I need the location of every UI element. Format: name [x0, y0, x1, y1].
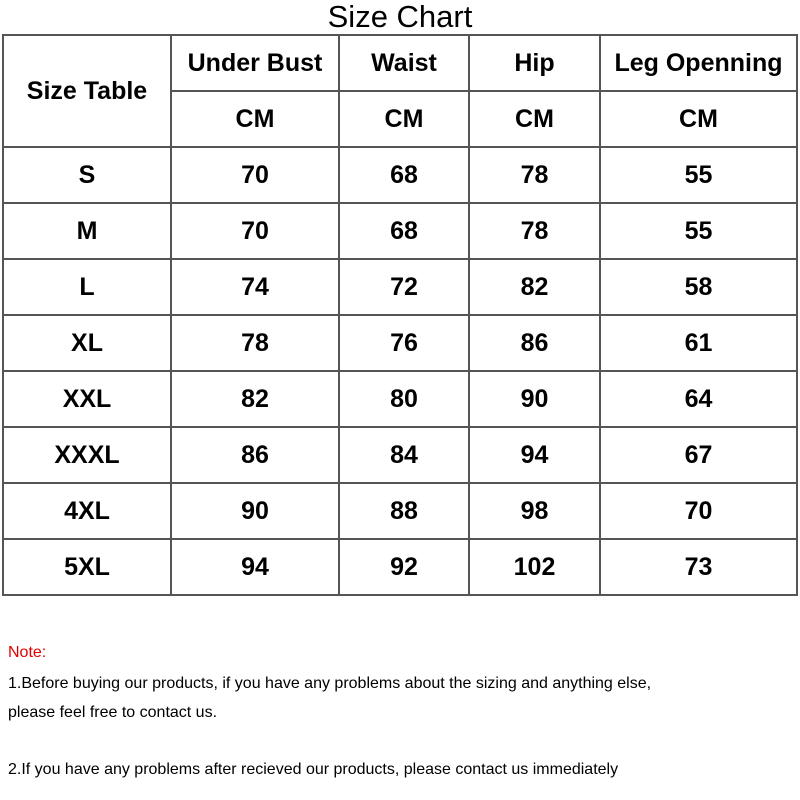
note-line-1: 1.Before buying our products, if you have any problems about the sizing and anything else, — [8, 675, 652, 692]
value-cell: 74 — [171, 259, 339, 315]
column-header: Waist — [339, 35, 469, 91]
value-cell: 61 — [600, 315, 797, 371]
value-cell: 72 — [339, 259, 469, 315]
value-cell: 78 — [171, 315, 339, 371]
table-row — [3, 147, 797, 203]
value-cell: 68 — [339, 203, 469, 259]
value-cell: 64 — [600, 371, 797, 427]
column-header: Hip — [469, 35, 600, 91]
value-cell: 88 — [339, 483, 469, 539]
size-cell: 4XL — [3, 483, 171, 539]
size-table-label: Size Table — [3, 35, 171, 147]
size-cell: M — [3, 203, 171, 259]
page-title: Size Chart — [327, 0, 473, 34]
value-cell: 82 — [171, 371, 339, 427]
value-cell: 68 — [339, 147, 469, 203]
value-cell: 55 — [600, 147, 797, 203]
value-cell: 78 — [469, 203, 600, 259]
note-label: Note: — [8, 644, 47, 661]
value-cell: 94 — [469, 427, 600, 483]
table-row — [3, 371, 797, 427]
size-cell: S — [3, 147, 171, 203]
value-cell: 70 — [171, 147, 339, 203]
unit-cell: CM — [339, 91, 469, 147]
unit-cell: CM — [469, 91, 600, 147]
value-cell: 76 — [339, 315, 469, 371]
value-cell: 73 — [600, 539, 797, 595]
value-cell: 86 — [171, 427, 339, 483]
value-cell: 70 — [171, 203, 339, 259]
value-cell: 70 — [600, 483, 797, 539]
table-row — [3, 427, 797, 483]
table-row — [3, 315, 797, 371]
size-cell: XL — [3, 315, 171, 371]
size-cell: L — [3, 259, 171, 315]
value-cell: 84 — [339, 427, 469, 483]
size-table — [2, 34, 798, 596]
value-cell: 80 — [339, 371, 469, 427]
size-cell: XXL — [3, 371, 171, 427]
value-cell: 58 — [600, 259, 797, 315]
column-header: Leg Openning — [600, 35, 797, 91]
unit-cell: CM — [171, 91, 339, 147]
value-cell: 90 — [171, 483, 339, 539]
table-row — [3, 203, 797, 259]
value-cell: 94 — [171, 539, 339, 595]
column-header: Under Bust — [171, 35, 339, 91]
table-header-row — [3, 35, 797, 91]
value-cell: 90 — [469, 371, 600, 427]
unit-cell: CM — [600, 91, 797, 147]
size-cell: 5XL — [3, 539, 171, 595]
value-cell: 78 — [469, 147, 600, 203]
table-row — [3, 539, 797, 595]
value-cell: 55 — [600, 203, 797, 259]
value-cell: 67 — [600, 427, 797, 483]
value-cell: 98 — [469, 483, 600, 539]
table-row — [3, 483, 797, 539]
note-line-3: 2.If you have any problems after recieved our products, please contact us immediately — [8, 761, 619, 778]
value-cell: 92 — [339, 539, 469, 595]
value-cell: 102 — [469, 539, 600, 595]
size-cell: XXXL — [3, 427, 171, 483]
value-cell: 86 — [469, 315, 600, 371]
table-row — [3, 259, 797, 315]
value-cell: 82 — [469, 259, 600, 315]
note-line-2: please feel free to contact us. — [8, 704, 218, 721]
